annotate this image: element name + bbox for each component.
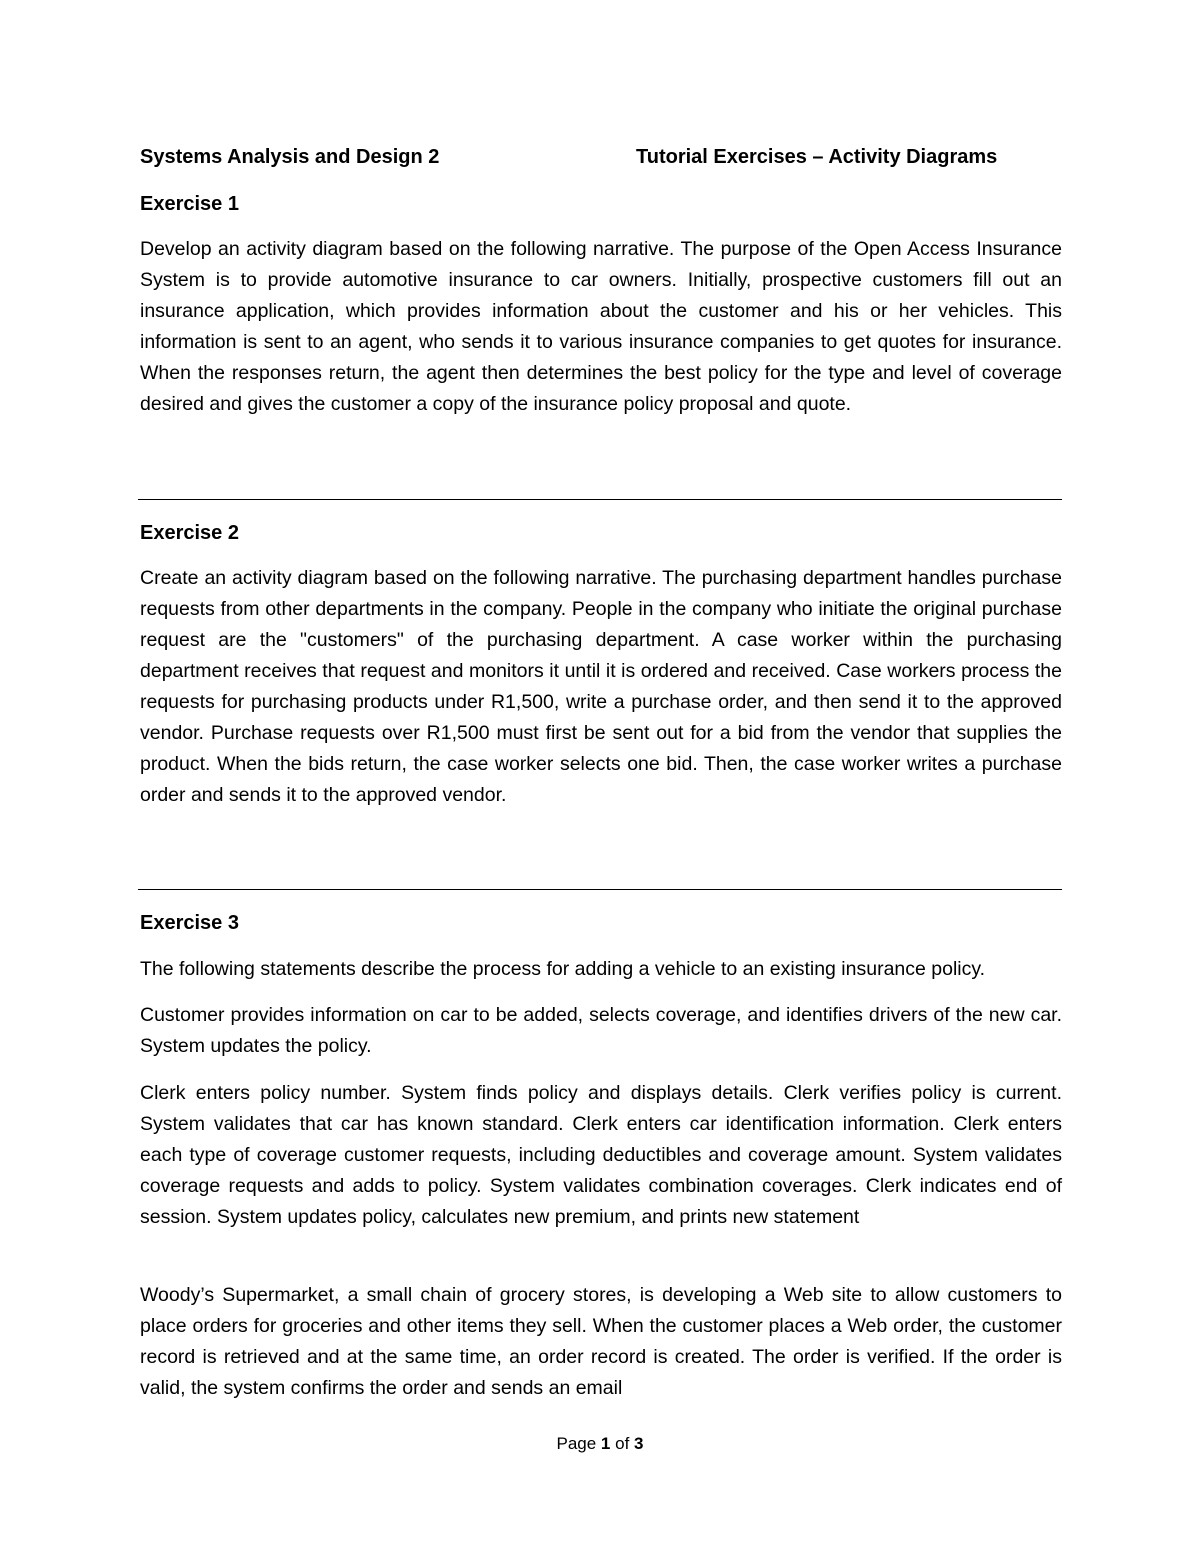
exercise-1-heading: Exercise 1 [140,193,239,215]
exercise-3-intro: The following statements describe the process for adding a vehicle to an existing insurance policy. [140,958,986,980]
page-header [140,144,1062,170]
exercise-2-heading: Exercise 2 [140,522,239,544]
exercise-3-summary: Customer provides information on car to be added, selects coverage, and identifies drivers of the new car. System updates the policy. [140,1004,1062,1057]
exercise-3-heading: Exercise 3 [140,912,239,934]
page-number: 1 [600,1434,611,1453]
exercise-1-paragraph: Develop an activity diagram based on the following narrative. The purpose of the Open Access Insurance System is to provide automotive insurance to car owners. Initially, prospective customers fill out an insurance application, which provides information about the customer and his or her vehicles. This information is sent to an agent, who sends it to various insurance companies to get quotes for insurance. When the responses return, the agent then determines the best policy for the type and level of coverage desired and gives the customer a copy of the insurance policy proposal and quote. [140,238,1062,415]
exercise-2-paragraph: Create an activity diagram based on the following narrative. The purchasing department handles purchase requests from other departments in the company. People in the company who initiate the original purchase request are the "customers" of the purchasing department. A case worker within the purchasing department receives that request and monitors it until it is ordered and received. Case workers process the requests for purchasing products under R1,500, write a purchase order, and then send it to the approved vendor. Purchase requests over R1,500 must first be sent out for a bid from the vendor that supplies the product. When the bids return, the case worker selects one bid. Then, the case worker writes a purchase order and sends it to the approved vendor. [140,567,1062,806]
of-word: of [615,1434,630,1453]
page-word: Page [556,1434,597,1453]
page-total: 3 [634,1434,644,1453]
exercise-3-steps: Clerk enters policy number. System finds policy and displays details. Clerk verifies policy is current. System validates that car has known standard. Clerk enters car identification information. Clerk enters each type of coverage customer requests, including deductibles and coverage amount. System validates coverage requests and adds to policy. System validates combination coverages. Clerk indicates end of session. System updates policy, calculates new premium, and prints new statement [140,1082,1062,1228]
page-footer [0,1432,1200,1456]
document-title: Tutorial Exercises – Activity Diagrams [636,146,998,168]
section-divider [138,499,1062,500]
section-divider [138,889,1062,890]
woodys-supermarket-paragraph: Woody’s Supermarket, a small chain of grocery stores, is developing a Web site to allow customers to place orders for groceries and other items they sell. When the customer places a Web order, the customer record is retrieved and at the same time, an order record is created. The order is verified. If the order is valid, the system confirms the order and sends an email [140,1284,1062,1399]
course-title: Systems Analysis and Design 2 [140,146,440,168]
